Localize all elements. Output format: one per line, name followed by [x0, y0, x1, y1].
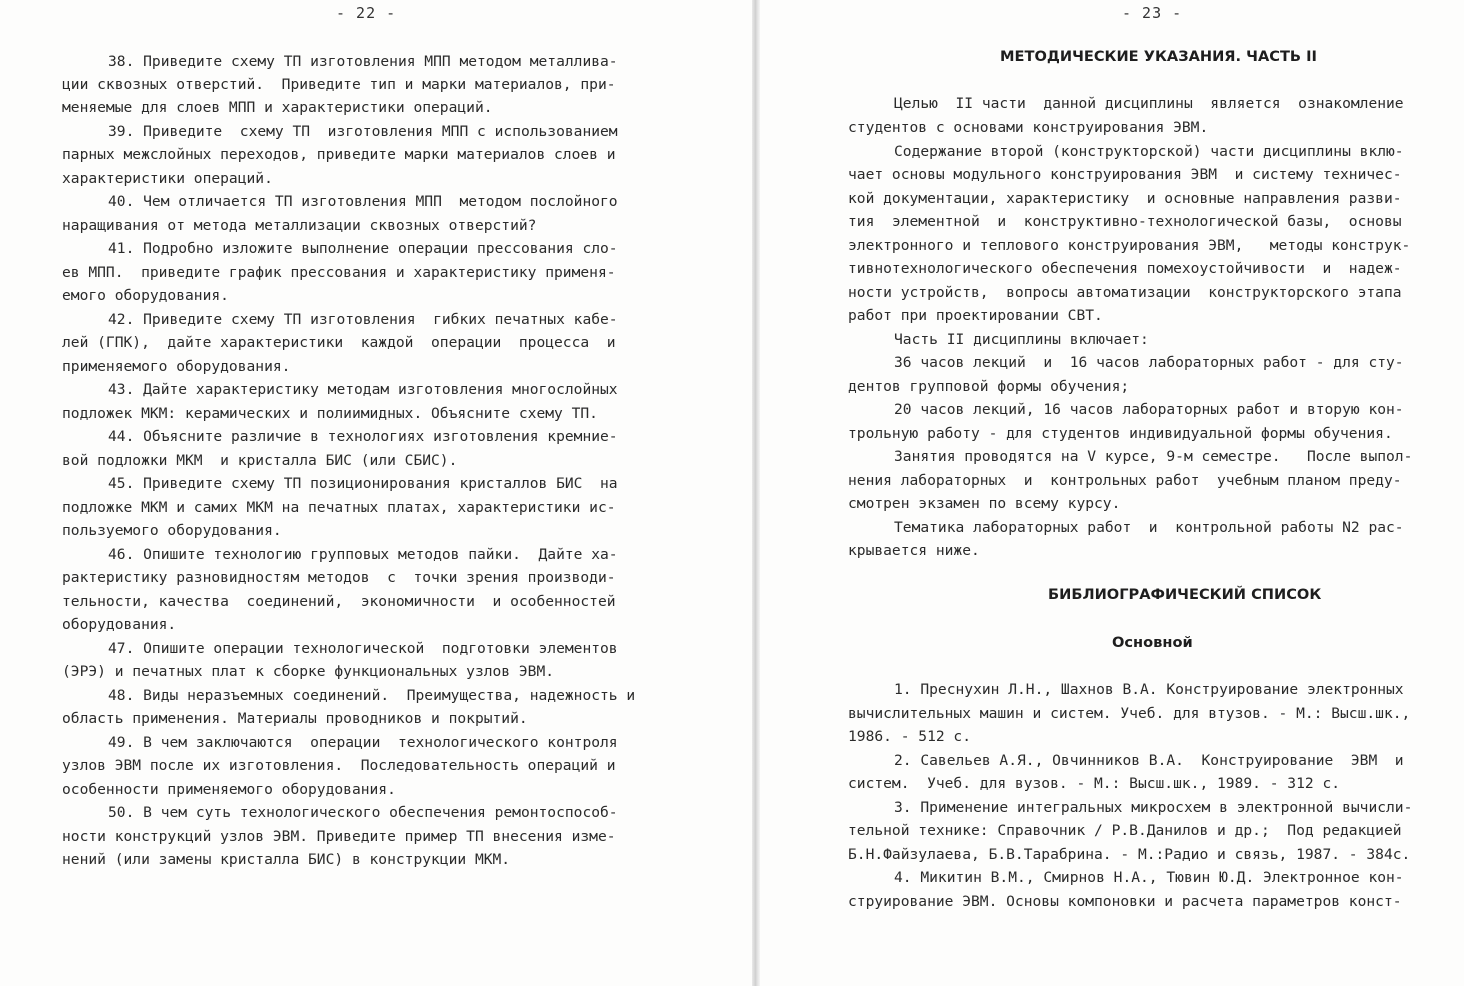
text-line: подложке МКМ и самих МКМ на печатных платах, характеристики ис- — [62, 499, 616, 516]
text-line: нений (или замены кристалла БИС) в конструкции МКМ. — [62, 851, 511, 868]
text-line: трольную работу - для студентов индивидуальной формы обучения. — [848, 425, 1393, 442]
text-line: парных межслойных переходов, приведите марки материалов слоев и — [62, 146, 616, 163]
text-line: 44. Объясните различие в технологиях изготовления кремние- — [108, 428, 618, 445]
bibliography-entry: 3. Применение интегральных микросхем в электронной вычисли- — [894, 799, 1413, 816]
text-line: 47. Опишите операции технологической подготовки элементов — [108, 640, 618, 657]
text-line: вой подложки МКМ и кристалла БИС (или СБИС). — [62, 452, 458, 469]
text-line: 46. Опишите технологию групповых методов пайки. Дайте ха- — [108, 546, 618, 563]
text-line: студентов с основами конструирования ЭВМ. — [848, 119, 1209, 136]
text-line: емого оборудования. — [62, 287, 229, 304]
text-line: Часть II дисциплины включает: — [894, 331, 1149, 348]
text-line: меняемые для слоев МПП и характеристики операций. — [62, 99, 493, 116]
section-heading: МЕТОДИЧЕСКИЕ УКАЗАНИЯ. ЧАСТЬ II — [1000, 48, 1317, 65]
text-line: характеристики операций. — [62, 170, 273, 187]
bibliography-entry: вычислительных машин и систем. Учеб. для втузов. - М.: Высш.шк., — [848, 705, 1411, 722]
bibliography-subheading: Основной — [1112, 634, 1193, 651]
text-line: 38. Приведите схему ТП изготовления МПП методом металлива- — [108, 53, 618, 70]
text-line: работ при проектировании СВТ. — [848, 307, 1103, 324]
bibliography-entry: 1. Преснухин Л.Н., Шахнов В.А. Конструирование электронных — [894, 681, 1404, 698]
text-line: ев МПП. приведите график прессования и характеристику применя- — [62, 264, 616, 281]
bibliography-entry: систем. Учеб. для вузов. - М.: Высш.шк., 1989. - 312 с. — [848, 775, 1341, 792]
text-line: 43. Дайте характеристику методам изготовления многослойных — [108, 381, 618, 398]
text-line: 39. Приведите схему ТП изготовления МПП с использованием — [108, 123, 618, 140]
text-line: кой документации, характеристику и основные направления разви- — [848, 190, 1402, 207]
bibliography-entry: Б.Н.Файзулаева, Б.В.Тарабрина. - М.:Радио и связь, 1987. - 384с. — [848, 846, 1411, 863]
bibliography-entry: струирование ЭВМ. Основы компоновки и расчета параметров конст- — [848, 893, 1402, 910]
text-line: применяемого оборудования. — [62, 358, 291, 375]
text-line: 45. Приведите схему ТП позиционирования кристаллов БИС на — [108, 475, 618, 492]
bibliography-entry: 1986. - 512 с. — [848, 728, 972, 745]
text-line: 50. В чем суть технологического обеспечения ремонтоспособ- — [108, 804, 618, 821]
text-line: Занятия проводятся на V курсе, 9-м семестре. После выпол- — [894, 448, 1413, 465]
text-line: 20 часов лекций, 16 часов лабораторных работ и вторую кон- — [894, 401, 1404, 418]
book-gutter — [752, 0, 760, 986]
bibliography-heading: БИБЛИОГРАФИЧЕСКИЙ СПИСОК — [1048, 586, 1322, 603]
text-line: оборудования. — [62, 616, 177, 633]
text-line: узлов ЭВМ после их изготовления. Последовательность операций и — [62, 757, 616, 774]
text-line: пользуемого оборудования. — [62, 522, 282, 539]
text-line: 42. Приведите схему ТП изготовления гибких печатных кабе- — [108, 311, 618, 328]
text-line: 48. Виды неразъемных соединений. Преимущества, надежность и — [108, 687, 636, 704]
right-page — [760, 0, 1464, 986]
text-line: тивнотехнологического обеспечения помехоустойчивости и надеж- — [848, 260, 1402, 277]
text-line: нения лабораторных и контрольных работ учебным планом преду- — [848, 472, 1402, 489]
page-number: - 23 - — [1122, 4, 1183, 22]
text-line: (ЭРЭ) и печатных плат к сборке функциональных узлов ЭВМ. — [62, 663, 555, 680]
text-line: дентов групповой формы обучения; — [848, 378, 1130, 395]
text-line: чает основы модульного конструирования ЭВМ и систему техничес- — [848, 166, 1402, 183]
text-line: подложек МКМ: керамических и полиимидных. Объясните схему ТП. — [62, 405, 598, 422]
text-line: лей (ГПК), дайте характеристики каждой операции процесса и — [62, 334, 616, 351]
text-line: 41. Подробно изложите выполнение операции прессования сло- — [108, 240, 618, 257]
text-line: тельности, качества соединений, экономичности и особенностей — [62, 593, 616, 610]
text-line: электронного и теплового конструирования ЭВМ, методы конструк- — [848, 237, 1411, 254]
text-line: Содержание второй (конструкторской) части дисциплины вклю- — [894, 143, 1404, 160]
text-line: 36 часов лекций и 16 часов лабораторных работ - для сту- — [894, 354, 1404, 371]
text-line: смотрен экзамен по всему курсу. — [848, 495, 1121, 512]
text-line: 40. Чем отличается ТП изготовления МПП методом послойного — [108, 193, 618, 210]
text-line: ности устройств, вопросы автоматизации конструкторского этапа — [848, 284, 1402, 301]
page-number: - 22 - — [336, 4, 397, 22]
bibliography-entry: тельной технике: Справочник / Р.В.Данилов и др.; Под редакцией — [848, 822, 1402, 839]
bibliography-entry: 4. Микитин В.М., Смирнов Н.А., Тювин Ю.Д. Электронное кон- — [894, 869, 1404, 886]
text-line: крывается ниже. — [848, 542, 980, 559]
text-line: 49. В чем заключаются операции технологического контроля — [108, 734, 618, 751]
text-line: область применения. Материалы проводников и покрытий. — [62, 710, 528, 727]
text-line: Целью II части данной дисциплины является ознакомление — [894, 95, 1404, 112]
text-line: Тематика лабораторных работ и контрольной работы N2 рас- — [894, 519, 1404, 536]
text-line: тия элементной и конструктивно-технологической базы, основы — [848, 213, 1402, 230]
text-line: рактеристику разновидностям методов с точки зрения производи- — [62, 569, 616, 586]
text-line: особенности применяемого оборудования. — [62, 781, 396, 798]
bibliography-entry: 2. Савельев А.Я., Овчинников В.А. Конструирование ЭВМ и — [894, 752, 1404, 769]
text-line: наращивания от метода металлизации сквозных отверстий? — [62, 217, 537, 234]
text-line: ции сквозных отверстий. Приведите тип и марки материалов, при- — [62, 76, 616, 93]
text-line: ности конструкций узлов ЭВМ. Приведите пример ТП внесения изме- — [62, 828, 616, 845]
